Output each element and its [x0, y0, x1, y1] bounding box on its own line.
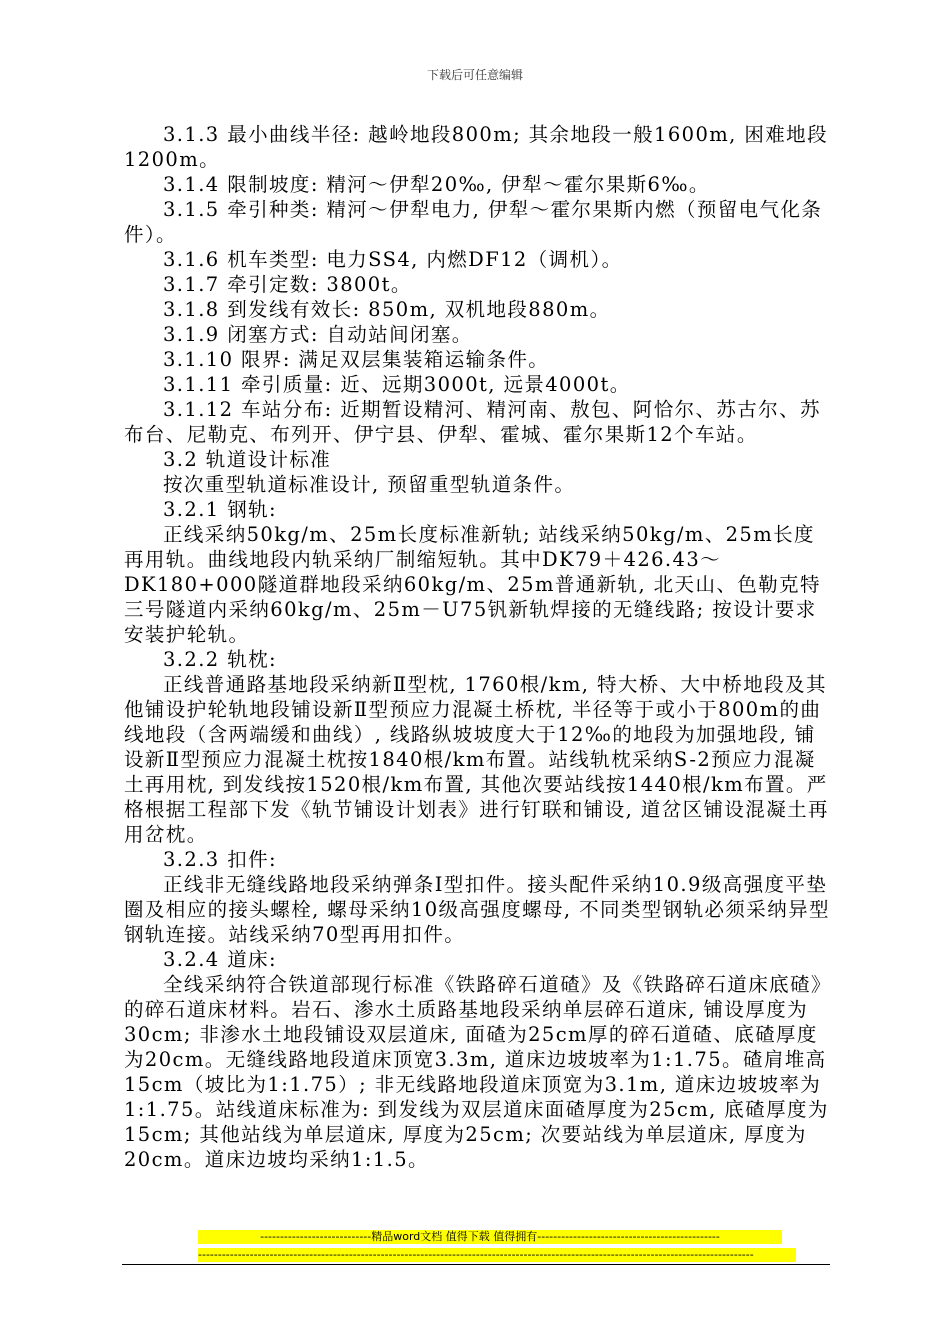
clause-3-1-9: 3.1.9 闭塞方式: 自动站间闭塞。: [163, 323, 473, 346]
section-3-2-intro: 按次重型轨道标准设计, 预留重型轨道条件。: [163, 473, 576, 496]
clause-3-1-8: 3.1.8 到发线有效长: 850m, 双机地段880m。: [163, 298, 611, 321]
page-header: 下载后可任意编辑: [426, 68, 523, 82]
clause-3-1-5: 3.1.5 牵引种类: 精河～伊犁电力, 伊犁～霍尔果斯内燃（预留电气化条件）。: [124, 198, 823, 246]
footer-divider: [122, 1264, 830, 1265]
footer-dash-line: --------------------------------------------------------------------------------------------------------------------------------------------: [198, 1248, 796, 1262]
clause-3-2-4-heading: 3.2.4 道床:: [163, 948, 277, 971]
clause-3-1-7: 3.1.7 牵引定数: 3800t。: [163, 273, 412, 296]
clause-3-2-4-body: 全线采纳符合铁道部现行标准《铁路碎石道碴》及《铁路碎石道床底碴》的碎石道床材料。岩石、渗水土质路基地段采纳单层碎石道床, 铺设厚度为30cm; 非渗水土地段铺设双层道床, 面碴为25cm厚的碎石道碴、底碴厚度为20cm。无缝线路地段道床顶宽3.3m, 道床边坡坡率为1:1.75。碴肩堆高15cm（坡比为1:1.75）; 非无线路地段道床顶宽为3.1m, 道床边坡坡率为1:1.75。站线道床标准为: 到发线为双层道床面碴厚度为25cm, 底碴厚度为15cm; 其他站线为单层道床, 厚度为25cm; 次要站线为单层道床, 厚度为20cm。道床边坡均采纳1:1.5。: [124, 973, 829, 1171]
clause-3-2-2-heading: 3.2.2 轨枕:: [163, 648, 277, 671]
footer-watermark-line: ----------------------------精品word文档 值得下载 值得拥有----------------------------------------------: [198, 1230, 782, 1244]
clause-3-1-12: 3.1.12 车站分布: 近期暂设精河、精河南、敖包、阿恰尔、苏古尔、苏布台、尼勒克、布列开、伊宁县、伊犁、霍城、霍尔果斯12个车站。: [124, 398, 821, 446]
clause-3-1-6: 3.1.6 机车类型: 电力SS4, 内燃DF12（调机）。: [163, 248, 623, 271]
clause-3-2-3-heading: 3.2.3 扣件:: [163, 848, 277, 871]
clause-3-1-4: 3.1.4 限制坡度: 精河～伊犁20‰, 伊犁～霍尔果斯6‰。: [163, 173, 710, 196]
clause-3-1-3: 3.1.3 最小曲线半径: 越岭地段800m; 其余地段一般1600m, 困难地段1200m。: [124, 123, 828, 171]
clause-3-1-10: 3.1.10 限界: 满足双层集装箱运输条件。: [163, 348, 550, 371]
document-body: [124, 122, 830, 1172]
section-3-2-heading: 3.2 轨道设计标准: [163, 448, 332, 471]
clause-3-2-1-body: 正线采纳50kg/m、25m长度标准新轨; 站线采纳50kg/m、25m长度再用轨。曲线地段内轨采纳厂制缩短轨。其中DK79＋426.43～DK180+000隧道群地段采纳60kg/m、25m普通新轨, 北天山、色勒克特三号隧道内采纳60kg/m、25m－U75钒新轨焊接的无缝线路; 按设计要求安装护轮轨。: [124, 523, 821, 646]
clause-3-2-2-body: 正线普通路基地段采纳新Ⅱ型枕, 1760根/km, 特大桥、大中桥地段及其他铺设护轮轨地段铺设新Ⅱ型预应力混凝土桥枕, 半径等于或小于800m的曲线地段（含两端缓和曲线）, 线路纵坡坡度大于12‰的地段为加强地段, 铺设新Ⅱ型预应力混凝土枕按1840根/km布置。站线轨枕采纳S-2预应力混凝土再用枕, 到发线按1520根/km布置, 其他次要站线按1440根/km布置。严格根据工程部下发《轨节铺设计划表》进行钉联和铺设, 道岔区铺设混凝土再用岔枕。: [124, 673, 829, 846]
clause-3-2-1-heading: 3.2.1 钢轨:: [163, 498, 277, 521]
clause-3-2-3-body: 正线非无缝线路地段采纳弹条Ⅰ型扣件。接头配件采纳10.9级高强度平垫圈及相应的接头螺栓, 螺母采纳10级高强度螺母, 不同类型钢轨必须采纳异型钢轨连接。站线采纳70型再用扣件。: [124, 873, 830, 946]
clause-3-1-11: 3.1.11 牵引质量: 近、远期3000t, 远景4000t。: [163, 373, 631, 396]
